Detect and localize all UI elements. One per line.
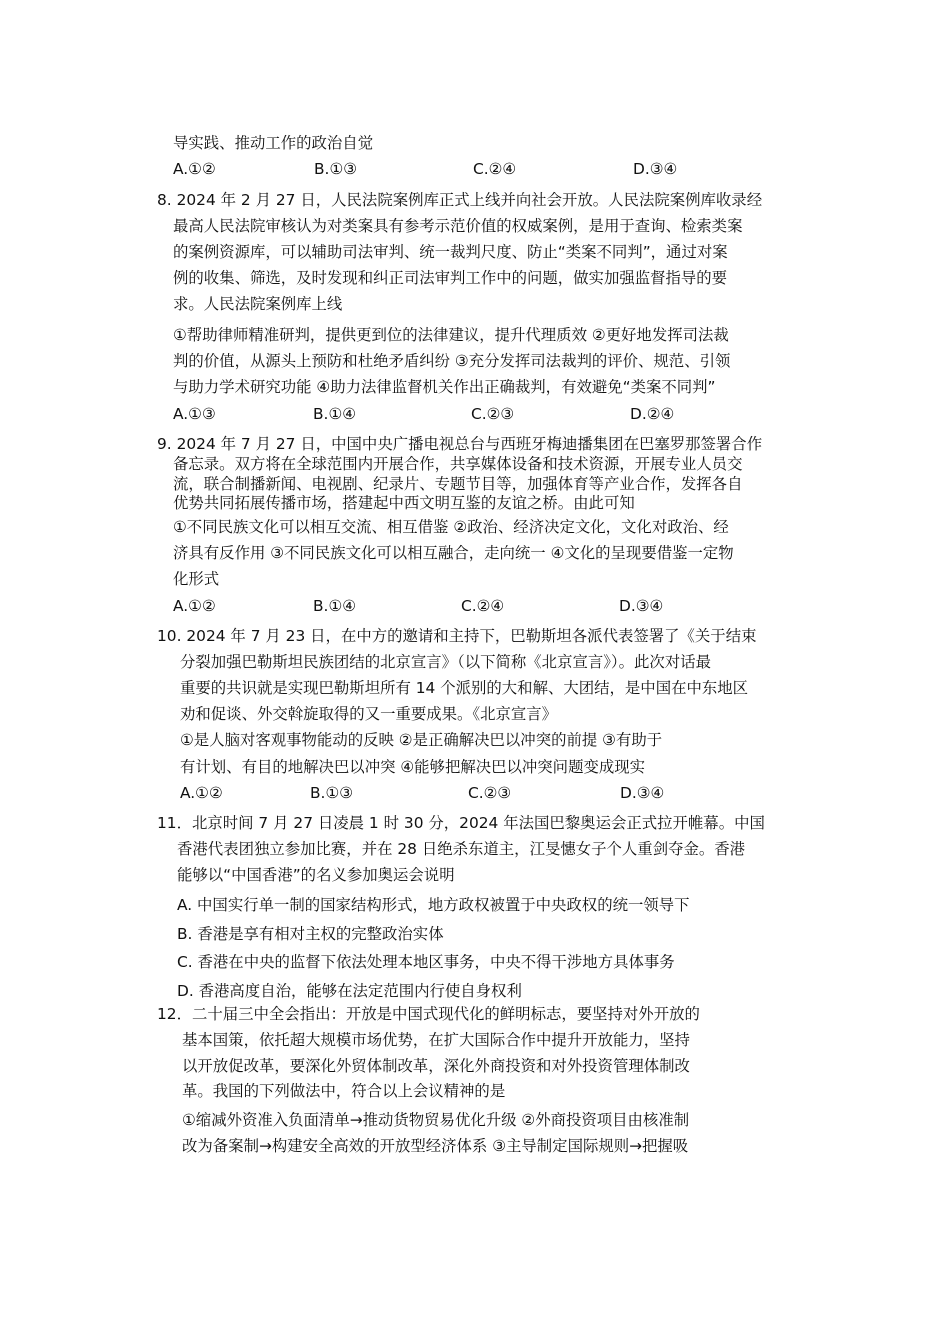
q10-option-a[interactable]: A.①②	[180, 784, 223, 802]
q10-options	[180, 783, 780, 803]
q9-stem-line: 9. 2024 年 7 月 27 日，中国中央广播电视总台与西班牙梅迪播集团在巴塞罗那签署合作	[157, 435, 763, 453]
q12-item-line: 改为备案制→构建安全高效的开放型经济体系 ③主导制定国际规则→把握吸	[182, 1137, 689, 1155]
q9-stem-line: 优势共同拓展传播市场，搭建起中西文明互鉴的友谊之桥。由此可知	[173, 494, 635, 512]
q8-stem-line: 最高人民法院审核认为对类案具有参考示范价值的权威案例，是用于查询、检索类案	[173, 217, 743, 235]
q9-stem-line: 流，联合制播新闻、电视剧、纪录片、专题节目等，加强体育等产业合作，发挥各自	[173, 475, 743, 493]
q9-item-line: 济具有反作用 ③不同民族文化可以相互融合，走向统一 ④文化的呈现要借鉴一定物	[173, 544, 734, 562]
q11-stem-line: 香港代表团独立参加比赛，并在 28 日绝杀东道主，江旻憓女子个人重剑夺金。香港	[177, 840, 746, 858]
q11-stem-line: 11．北京时间 7 月 27 日凌晨 1 时 30 分，2024 年法国巴黎奥运会正式拉开帷幕。中国	[157, 814, 765, 832]
q9-item-line: ①不同民族文化可以相互交流、相互借鉴 ②政治、经济决定文化，文化对政治、经	[173, 518, 729, 536]
q10-stem-line: 10. 2024 年 7 月 23 日，在中方的邀请和主持下，巴勒斯坦各派代表签署了《关于结束	[157, 627, 757, 645]
q7-option-a[interactable]: A.①②	[173, 160, 216, 178]
q9-option-b[interactable]: B.①④	[313, 597, 357, 615]
q9-item-line: 化形式	[173, 570, 220, 588]
q11-choice-b[interactable]: B. 香港是享有相对主权的完整政治实体	[177, 925, 444, 943]
q8-option-a[interactable]: A.①③	[173, 405, 216, 423]
q7-options	[173, 159, 773, 179]
q7-stem-tail: 导实践、推动工作的政治自觉	[173, 134, 374, 152]
q9-option-a[interactable]: A.①②	[173, 597, 216, 615]
q11-choice-d[interactable]: D. 香港高度自治，能够在法定范围内行使自身权利	[177, 982, 522, 1000]
q8-options	[173, 404, 773, 424]
q8-stem-line: 例的收集、筛选，及时发现和纠正司法审判工作中的问题，做实加强监督指导的要	[173, 269, 728, 287]
q12-item-line: ①缩减外资准入负面清单→推动货物贸易优化升级 ②外商投资项目由核准制	[182, 1111, 690, 1129]
q8-option-c[interactable]: C.②③	[471, 405, 515, 423]
q11-stem-line: 能够以“中国香港”的名义参加奥运会说明	[177, 866, 455, 884]
q9-stem-line: 备忘录。双方将在全球范围内开展合作，共享媒体设备和技术资源，开展专业人员交	[173, 455, 743, 473]
q10-option-c[interactable]: C.②③	[468, 784, 512, 802]
q11-choice-a[interactable]: A. 中国实行单一制的国家结构形式，地方政权被置于中央政权的统一领导下	[177, 896, 690, 914]
q10-item-line: 有计划、有目的地解决巴以冲突 ④能够把解决巴以冲突问题变成现实	[180, 758, 646, 776]
q8-item-line: ①帮助律师精准研判，提供更到位的法律建议，提升代理质效 ②更好地发挥司法裁	[173, 326, 729, 344]
q7-option-d[interactable]: D.③④	[633, 160, 678, 178]
q11-choice-c[interactable]: C. 香港在中央的监督下依法处理本地区事务，中央不得干涉地方具体事务	[177, 953, 675, 971]
q10-stem-line: 劝和促谈、外交斡旋取得的又一重要成果。《北京宣言》	[180, 705, 558, 723]
q9-option-c[interactable]: C.②④	[461, 597, 505, 615]
q10-stem-line: 重要的共识就是实现巴勒斯坦所有 14 个派别的大和解、大团结，是中国在中东地区	[180, 679, 749, 697]
q12-stem-line: 以开放促改革，要深化外贸体制改革，深化外商投资和对外投资管理体制改	[182, 1057, 690, 1075]
q8-stem-line: 8. 2024 年 2 月 27 日，人民法院案例库正式上线并向社会开放。人民法院案例库收录经	[157, 191, 763, 209]
q7-option-c[interactable]: C.②④	[473, 160, 517, 178]
q8-stem-line: 的案例资源库，可以辅助司法审判、统一裁判尺度、防止“类案不同判”，通过对案	[173, 243, 728, 261]
q9-options	[173, 596, 773, 616]
q12-stem-line: 革。我国的下列做法中，符合以上会议精神的是	[182, 1082, 506, 1100]
q8-item-line: 与助力学术研究功能 ④助力法律监督机关作出正确裁判，有效避免“类案不同判”	[173, 378, 716, 396]
q10-option-b[interactable]: B.①③	[310, 784, 354, 802]
q10-stem-line: 分裂加强巴勒斯坦民族团结的北京宣言》（以下简称《北京宣言》）。此次对话最	[180, 653, 711, 671]
q10-item-line: ①是人脑对客观事物能动的反映 ②是正确解决巴以冲突的前提 ③有助于	[180, 731, 663, 749]
q10-option-d[interactable]: D.③④	[620, 784, 665, 802]
q9-option-d[interactable]: D.③④	[619, 597, 664, 615]
q8-option-b[interactable]: B.①④	[313, 405, 357, 423]
q8-option-d[interactable]: D.②④	[630, 405, 675, 423]
q12-stem-line: 基本国策，依托超大规模市场优势，在扩大国际合作中提升开放能力，坚持	[182, 1031, 690, 1049]
q8-item-line: 判的价值，从源头上预防和杜绝矛盾纠纷 ③充分发挥司法裁判的评价、规范、引领	[173, 352, 731, 370]
q12-stem-line: 12．二十届三中全会指出：开放是中国式现代化的鲜明标志，要坚持对外开放的	[157, 1005, 700, 1023]
q8-stem-line: 求。人民法院案例库上线	[173, 295, 343, 313]
q7-option-b[interactable]: B.①③	[314, 160, 358, 178]
